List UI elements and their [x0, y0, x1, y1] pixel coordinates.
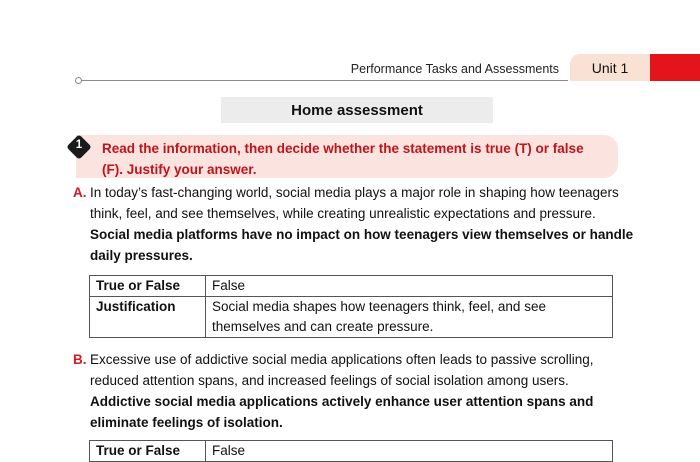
- justification-line-1: Social media shapes how teenagers think, feel, and see: [212, 299, 546, 314]
- item-a-answer-table: [89, 275, 613, 338]
- true-false-value: False: [206, 276, 613, 297]
- item-a-statement-line-2: daily pressures.: [90, 248, 193, 263]
- item-b-letter: B.: [73, 352, 87, 367]
- table-row: [90, 441, 613, 462]
- item-b: [73, 349, 650, 433]
- unit-color-block: [650, 54, 700, 81]
- true-false-label: True or False: [90, 441, 206, 462]
- item-b-statement-line-2: eliminate feelings of isolation.: [90, 415, 283, 430]
- item-a-text-line-2: think, feel, and see themselves, while creating unrealistic expectations and pressure.: [90, 206, 596, 221]
- item-b-statement-line-1: Addictive social media applications actively enhance user attention spans and: [90, 394, 594, 409]
- item-a-statement-line-1: Social media platforms have no impact on how teenagers view themselves or handle: [90, 227, 634, 242]
- item-b-text-line-2: reduced attention spans, and increased feelings of social isolation among users.: [90, 373, 569, 388]
- table-row: [90, 276, 613, 297]
- unit-label: Unit 1: [591, 60, 629, 76]
- justification-value: [206, 297, 613, 338]
- question-number: 1: [75, 139, 83, 151]
- instruction-line-1: Read the information, then decide whether the statement is true (T) or false: [102, 141, 584, 156]
- instruction-line-2: (F). Justify your answer.: [102, 162, 257, 177]
- item-a: [73, 182, 650, 266]
- true-false-label: True or False: [90, 276, 206, 297]
- instruction-text: [102, 138, 612, 180]
- item-b-answer-table: [89, 440, 613, 462]
- item-a-text-line-1: In today’s fast-changing world, social media plays a major role in shaping how teenagers: [90, 185, 619, 200]
- item-a-letter: A.: [73, 185, 87, 200]
- true-false-value: False: [206, 441, 613, 462]
- page-title: Home assessment: [291, 102, 423, 119]
- section-title: Performance Tasks and Assessments: [350, 62, 559, 76]
- justification-label: Justification: [90, 297, 206, 338]
- table-row: [90, 297, 613, 338]
- justification-line-2: themselves and can create pressure.: [212, 319, 434, 334]
- header-rule-dot: [75, 77, 82, 84]
- header-rule: [78, 80, 568, 81]
- item-b-text-line-1: Excessive use of addictive social media applications often leads to passive scrolling,: [90, 352, 594, 367]
